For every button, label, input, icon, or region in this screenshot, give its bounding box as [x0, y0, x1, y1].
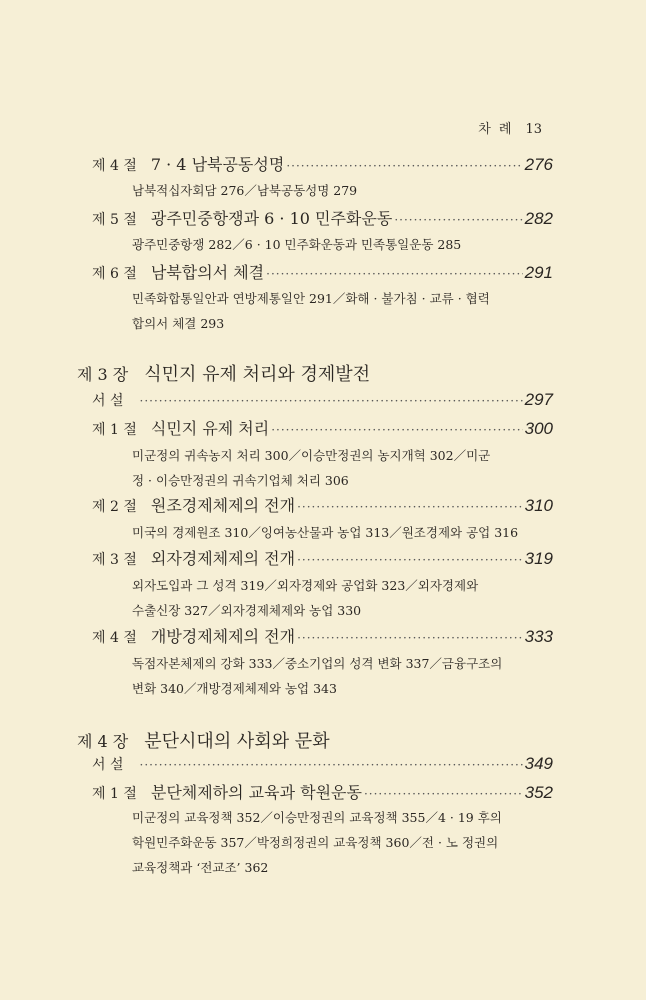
leader-dots	[286, 159, 522, 173]
chapter-heading	[77, 727, 646, 753]
leader-dots	[297, 553, 523, 567]
section-title: 원조경제체제의 전개	[150, 496, 296, 515]
section-page: 297	[524, 390, 553, 409]
toc-section-entry[interactable]	[92, 493, 553, 516]
toc-section-entry[interactable]	[92, 390, 553, 410]
toc-section-entry[interactable]	[92, 624, 553, 647]
section-label: 제 4 절	[92, 158, 137, 174]
section-page: 300	[524, 419, 553, 438]
leader-dots	[297, 631, 523, 645]
page-number: 13	[525, 122, 542, 137]
section-label: 제 3 절	[92, 552, 137, 568]
chapter-heading	[77, 360, 646, 386]
toc-section-entry[interactable]	[92, 152, 553, 175]
toc-subentry: 민족화합통일안과 연방제통일안 291／화해 · 불가침 · 교류 · 협력	[132, 291, 490, 306]
section-page: 276	[524, 155, 553, 174]
section-label: 서 설	[92, 757, 124, 773]
toc-subentry: 교육정책과 ‘전교조’ 362	[132, 860, 269, 875]
section-label: 서 설	[92, 393, 124, 409]
toc-section-entry[interactable]	[92, 754, 553, 774]
toc-subentry: 학원민주화운동 357／박정희정권의 교육정책 360／전 · 노 정권의	[132, 835, 499, 850]
section-title: 개방경제체제의 전개	[150, 627, 296, 646]
toc-section-entry[interactable]	[92, 206, 553, 229]
leader-dots	[140, 394, 523, 408]
chapter-label: 제 4 장	[77, 732, 129, 751]
section-page: 349	[524, 754, 553, 773]
section-label: 제 6 절	[92, 266, 137, 282]
section-label: 제 1 절	[92, 786, 137, 802]
toc-subentry: 미군정의 교육정책 352／이승만정권의 교육정책 355／4 · 19 후의	[132, 810, 502, 825]
section-label: 제 1 절	[92, 422, 137, 438]
chapter-title: 식민지 유제 처리와 경제발전	[144, 364, 371, 385]
section-label: 제 5 절	[92, 212, 137, 228]
toc-subentry: 수출신장 327／외자경제체제와 농업 330	[132, 603, 362, 618]
toc-section-entry[interactable]	[92, 780, 553, 803]
toc-section-entry[interactable]	[92, 416, 553, 439]
section-page: 333	[524, 627, 553, 646]
toc-section-entry[interactable]	[92, 260, 553, 283]
toc-subentry: 미군정의 귀속농지 처리 300／이승만정권의 농지개혁 302／미군	[132, 448, 491, 463]
leader-dots	[266, 267, 522, 281]
section-title: 식민지 유제 처리	[150, 419, 270, 438]
leader-dots	[271, 423, 522, 437]
leader-dots	[297, 500, 523, 514]
section-title: 광주민중항쟁과 6 · 10 민주화운동	[150, 209, 393, 228]
leader-dots	[140, 758, 523, 772]
section-title: 7 · 4 남북공동성명	[150, 155, 285, 174]
section-page: 319	[524, 549, 553, 568]
running-header	[478, 118, 542, 137]
toc-subentry: 외자도입과 그 성격 319／외자경제와 공업화 323／외자경제와	[132, 578, 479, 593]
section-page: 291	[524, 263, 553, 282]
section-title: 분단체제하의 교육과 학원운동	[150, 783, 362, 802]
toc-section-entry[interactable]	[92, 546, 553, 569]
toc-subentry: 변화 340／개방경제체제와 농업 343	[132, 681, 337, 696]
section-title: 남북합의서 체결	[150, 263, 265, 282]
toc-subentry: 미국의 경제원조 310／잉여농산물과 농업 313／원조경제와 공업 316	[132, 525, 519, 540]
chapter-title: 분단시대의 사회와 문화	[144, 731, 330, 752]
toc-subentry: 합의서 체결 293	[132, 316, 225, 331]
leader-dots	[394, 213, 522, 227]
toc-subentry: 남북적십자회담 276／남북공동성명 279	[132, 183, 358, 198]
header-label: 차 례	[478, 122, 514, 137]
section-title: 외자경제체제의 전개	[150, 549, 296, 568]
section-page: 282	[524, 209, 553, 228]
leader-dots	[364, 787, 523, 801]
toc-subentry: 독점자본체제의 강화 333／중소기업의 성격 변화 337／금융구조의	[132, 656, 503, 671]
chapter-label: 제 3 장	[77, 365, 129, 384]
section-page: 310	[524, 496, 553, 515]
section-page: 352	[524, 783, 553, 802]
toc-subentry: 광주민중항쟁 282／6 · 10 민주화운동과 민족통일운동 285	[132, 237, 462, 252]
toc-subentry: 정 · 이승만정권의 귀속기업체 처리 306	[132, 473, 349, 488]
section-label: 제 4 절	[92, 630, 137, 646]
section-label: 제 2 절	[92, 499, 137, 515]
